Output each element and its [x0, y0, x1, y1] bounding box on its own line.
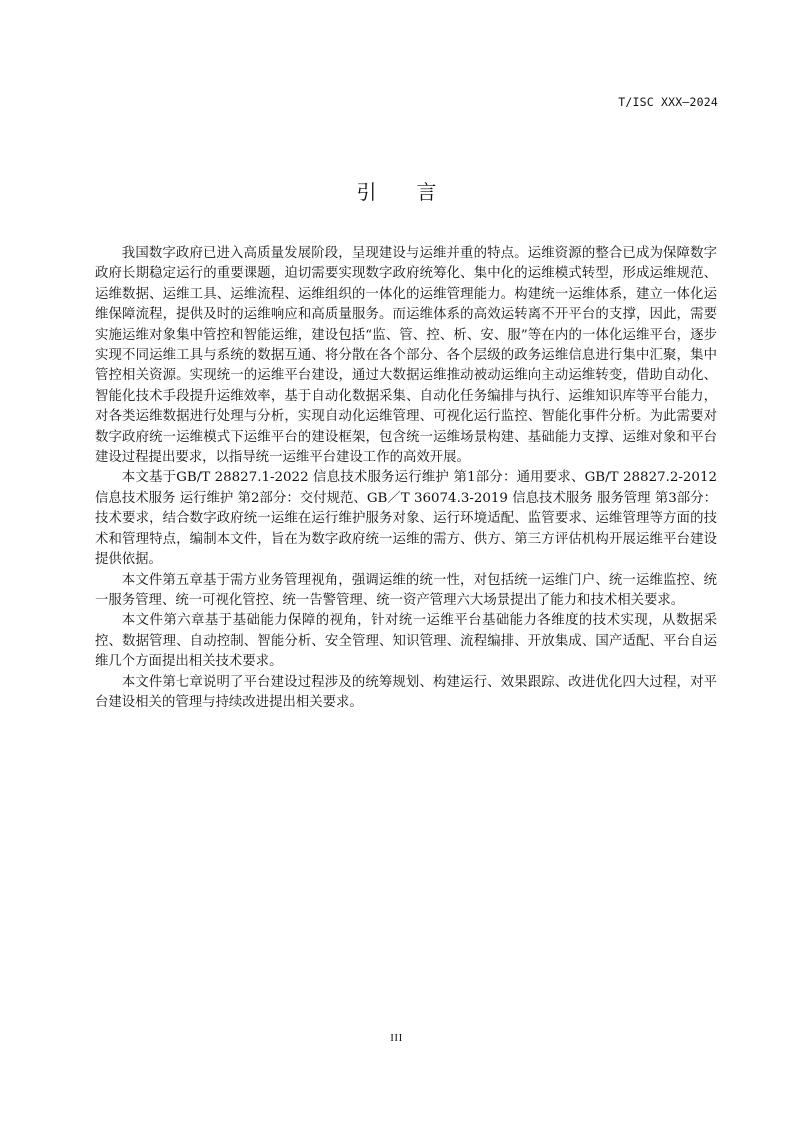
- paragraph-2: 本文基于GB/T 28827.1-2022 信息技术服务运行维护 第1部分：通用要求、GB/T 28827.2-2012 信息技术服务 运行维护 第2部分：交付规范、GB／T 36074.3-2019 信息技术服务 服务管理 第3部分：技术要求，结合数字政府统一运维在运行维护服务对象、运行环境适配、监管要求、运维管理等方面的技术和管理特点，编制本文件，旨在为数字政府统一运维的需方、供方、第三方评估机构开展运维平台建设提供依据。: [95, 470, 717, 568]
- page-number: III: [390, 1032, 403, 1044]
- title-char-1: 引: [356, 180, 377, 204]
- page-title: [0, 176, 793, 205]
- document-code: T/ISC XXX—2024: [618, 95, 718, 109]
- introduction-body: [95, 244, 717, 713]
- title-char-2: 言: [416, 180, 437, 204]
- paragraph-5: 本文件第七章说明了平台建设过程涉及的统筹规划、构建运行、效果跟踪、改进优化四大过程，对平台建设相关的管理与持续改进提出相关要求。: [95, 674, 717, 710]
- paragraph-3: 本文件第五章基于需方业务管理视角，强调运维的统一性，对包括统一运维门户、统一运维监控、统一服务管理、统一可视化管控、统一告警管理、统一资产管理六大场景提出了能力和技术相关要求。: [95, 572, 717, 608]
- paragraph-1: 我国数字政府已进入高质量发展阶段，呈现建设与运维并重的特点。运维资源的整合已成为保障数字政府长期稳定运行的重要课题，迫切需要实现数字政府统筹化、集中化的运维模式转型，形成运维规范、运维数据、运维工具、运维流程、运维组织的一体化的运维管理能力。构建统一运维体系，建立一体化运维保障流程，提供及时的运维响应和高质量服务。而运维体系的高效运转离不开平台的支撑，因此，需要实施运维对象集中管控和智能运维，建设包括“监、管、控、析、安、服”等在内的一体化运维平台，逐步实现不同运维工具与系统的数据互通、将分散在各个部分、各个层级的政务运维信息进行集中汇聚，集中管控相关资源。实现统一的运维平台建设，通过大数据运维推动被动运维向主动运维转变，借助自动化、智能化技术手段提升运维效率，基于自动化数据采集、自动化任务编排与执行、运维知识库等平台能力，对各类运维数据进行处理与分析，实现自动化运维管理、可视化运行监控、智能化事件分析。为此需要对数字政府统一运维模式下运维平台的建设框架，包含统一运维场景构建、基础能力支撑、运维对象和平台建设过程提出要求，以指导统一运维平台建设工作的高效开展。: [95, 246, 717, 466]
- paragraph-4: 本文件第六章基于基础能力保障的视角，针对统一运维平台基础能力各维度的技术实现，从数据采控、数据管理、自动控制、智能分析、安全管理、知识管理、流程编排、开放集成、国产适配、平台自运维几个方面提出相关技术要求。: [95, 613, 717, 670]
